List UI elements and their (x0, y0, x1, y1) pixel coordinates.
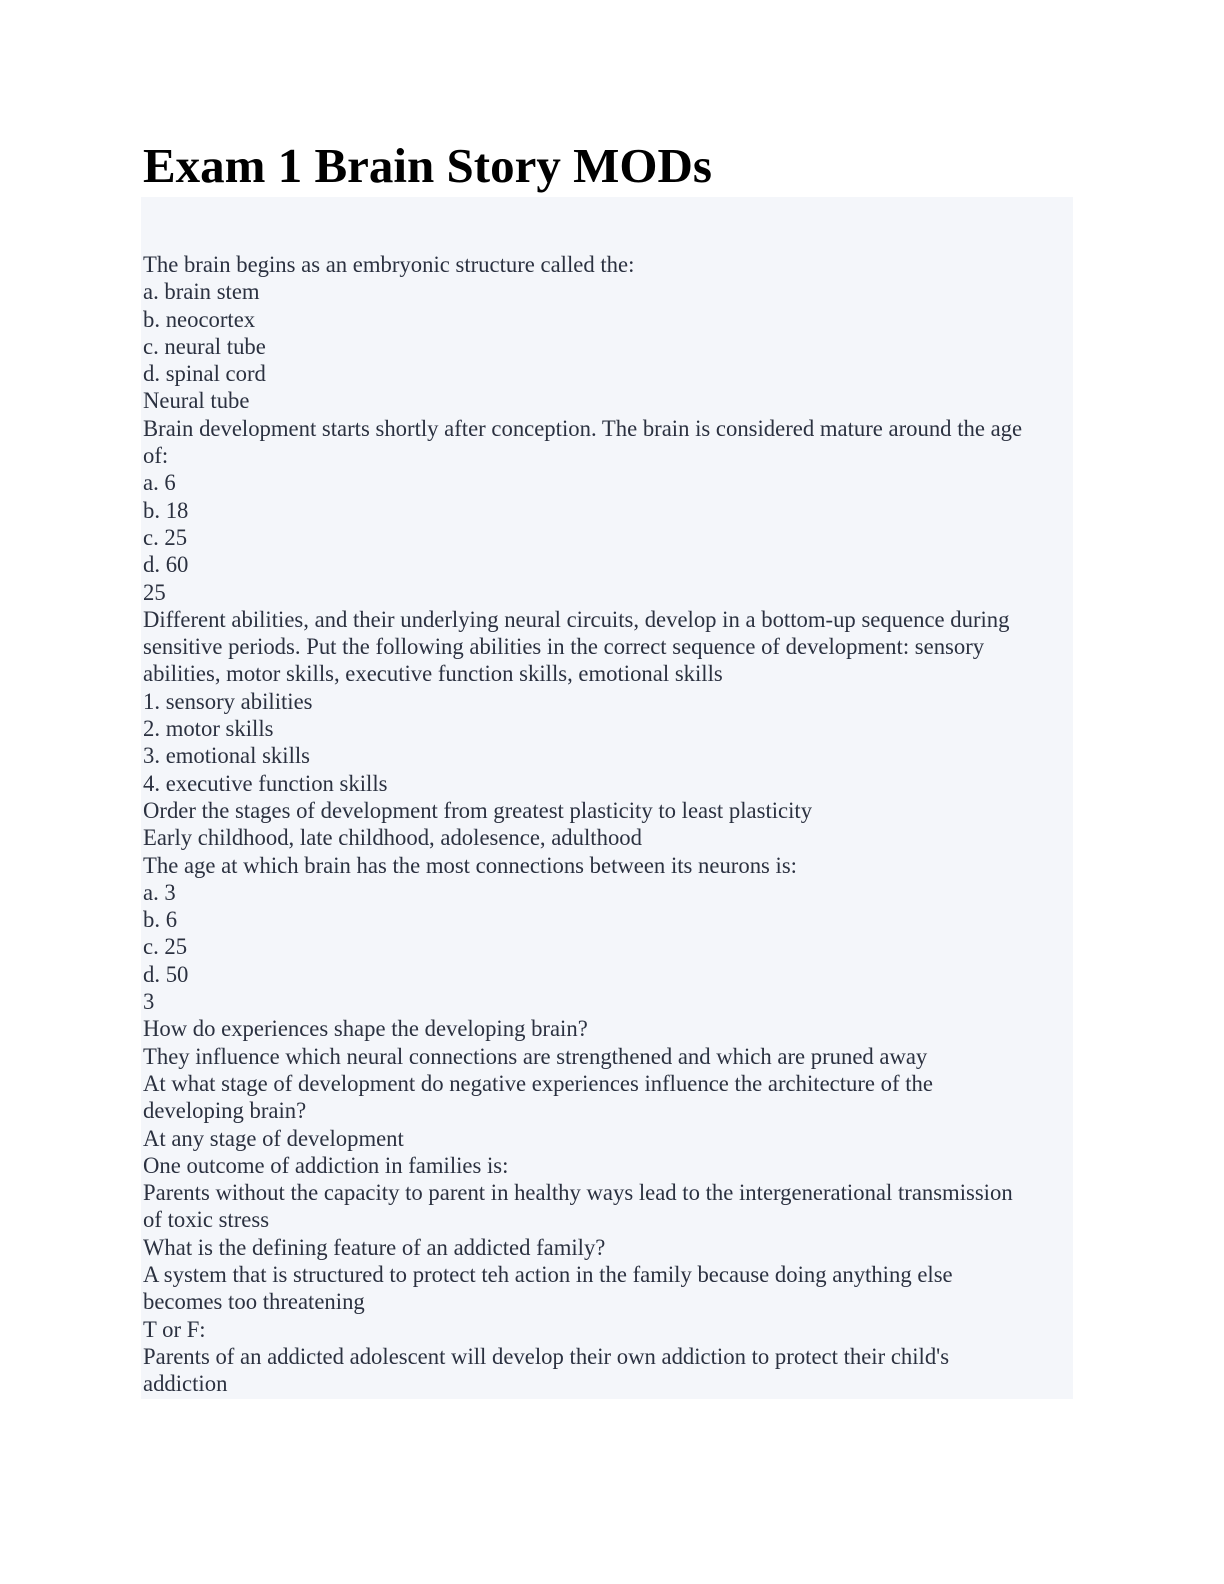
text-line: sensitive periods. Put the following abilities in the correct sequence of development: sensory (143, 634, 985, 660)
text-line: T or F: (143, 1316, 206, 1342)
text-line: d. 50 (143, 961, 189, 987)
text-line: b. 18 (143, 497, 189, 523)
text-line: They influence which neural connections are strengthened and which are pruned away (143, 1043, 928, 1069)
text-line: The brain begins as an embryonic structure called the: (143, 252, 635, 277)
text-line: becomes too threatening (143, 1289, 365, 1315)
text-line: c. 25 (143, 934, 188, 960)
text-line: How do experiences shape the developing brain? (143, 1016, 588, 1042)
text-line: Order the stages of development from greatest plasticity to least plasticity (143, 797, 813, 823)
text-line: c. 25 (143, 524, 188, 550)
text-line: Different abilities, and their underlying neural circuits, develop in a bottom-up sequence during (143, 606, 1010, 632)
text-line: A system that is structured to protect teh action in the family because doing anything else (143, 1261, 953, 1287)
text-line: d. 60 (143, 552, 189, 578)
text-line: b. 6 (143, 907, 178, 933)
text-line: 25 (143, 579, 166, 605)
text-line: a. brain stem (143, 279, 260, 305)
text-line: of: (143, 443, 169, 469)
text-line: The age at which brain has the most connections between its neurons is: (143, 852, 797, 878)
text-line: abilities, motor skills, executive function skills, emotional skills (143, 661, 723, 687)
text-line: developing brain? (143, 1098, 307, 1124)
text-line: Parents of an addicted adolescent will develop their own addiction to protect their child's (143, 1343, 950, 1369)
text-line: a. 3 (143, 879, 176, 905)
text-lines (143, 251, 1073, 1397)
text-line: 3 (143, 989, 155, 1015)
text-line: 1. sensory abilities (143, 688, 313, 714)
text-line: One outcome of addiction in families is: (143, 1152, 509, 1178)
text-line: Neural tube (143, 388, 250, 414)
text-line: 4. executive function skills (143, 770, 388, 796)
text-line: c. neural tube (143, 333, 266, 359)
text-line: Parents without the capacity to parent in healthy ways lead to the intergenerational transmission (143, 1180, 1013, 1206)
text-line: 2. motor skills (143, 716, 274, 742)
text-line: At any stage of development (143, 1125, 404, 1151)
text-line: What is the defining feature of an addicted family? (143, 1234, 606, 1260)
text-line: 3. emotional skills (143, 743, 310, 769)
text-line: of toxic stress (143, 1207, 270, 1233)
text-line: a. 6 (143, 470, 176, 496)
text-line: addiction (143, 1371, 228, 1397)
content-block (141, 197, 1073, 1399)
text-line: d. spinal cord (143, 361, 266, 387)
text-line: Brain development starts shortly after conception. The brain is considered mature around the age (143, 415, 1023, 441)
page-title: Exam 1 Brain Story MODs (143, 138, 712, 193)
text-line: Early childhood, late childhood, adolesence, adulthood (143, 825, 642, 851)
text-line: b. neocortex (143, 306, 256, 332)
text-line: At what stage of development do negative experiences influence the architecture of the (143, 1070, 933, 1096)
